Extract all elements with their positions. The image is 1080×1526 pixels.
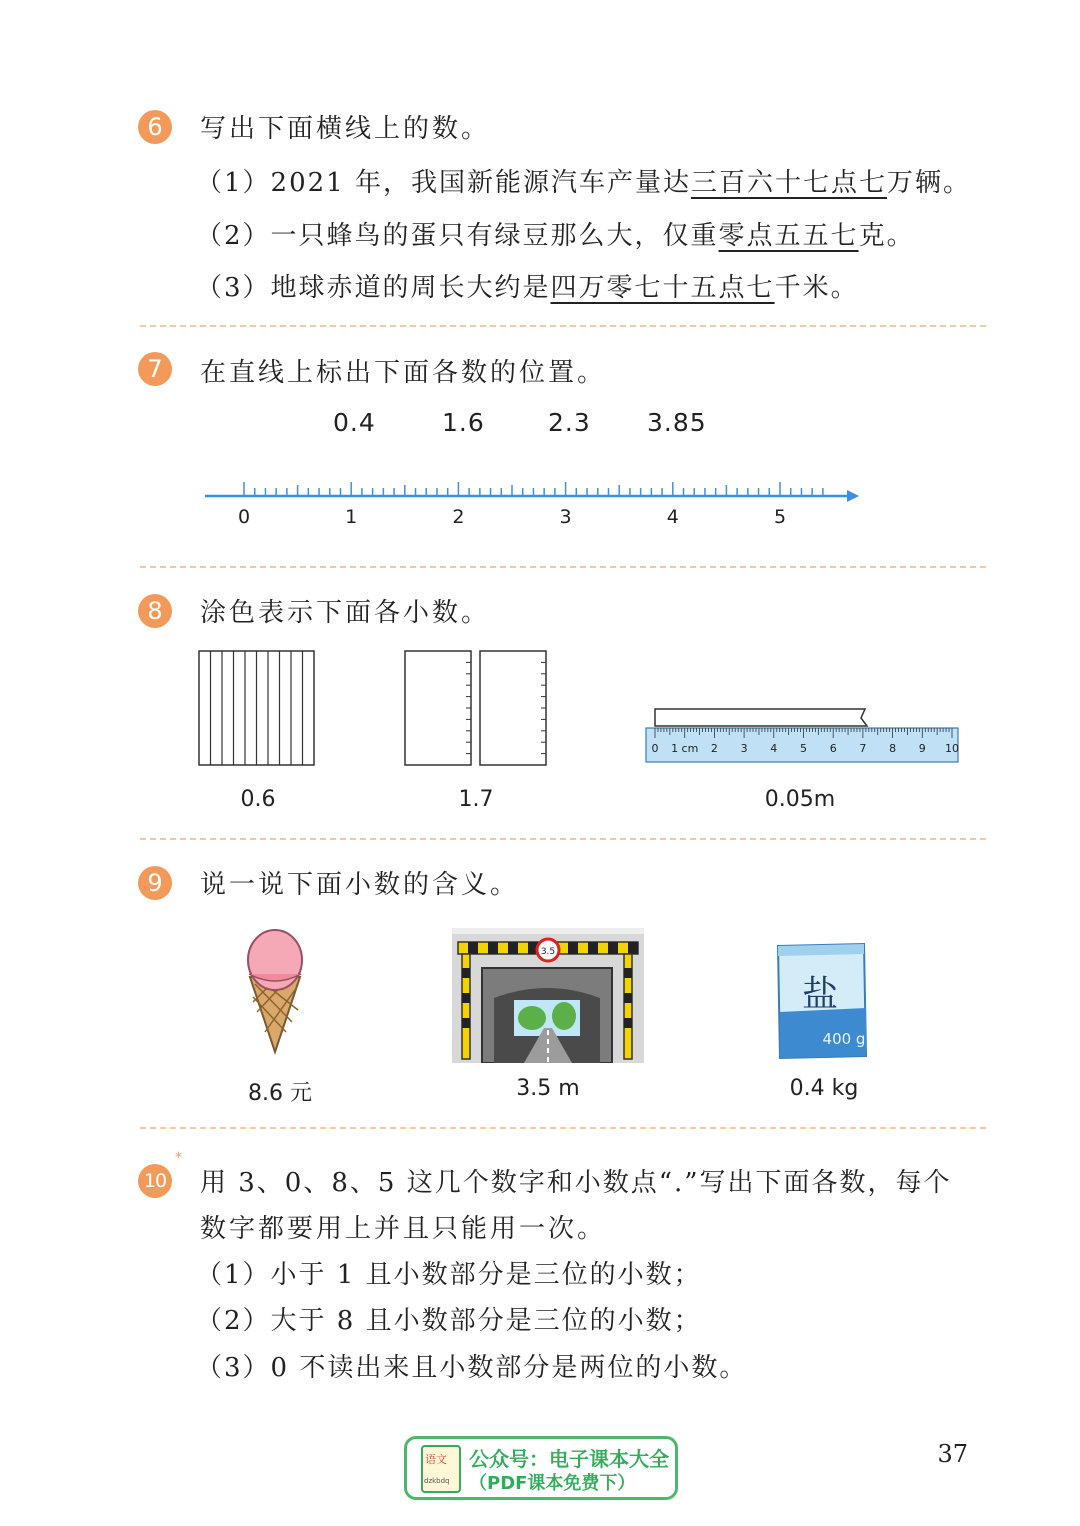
- caption-tunnel: 3.5 m: [516, 1076, 580, 1101]
- separator: [140, 1127, 986, 1129]
- q6-item-2-suffix: 克。: [858, 221, 915, 251]
- q10-item-3: （3）0 不读出来且小数部分是两位的小数。: [196, 1353, 748, 1383]
- ruler-with-strip[interactable]: [645, 706, 960, 766]
- watermark-line-1: 公众号：电子课本大全: [469, 1447, 669, 1471]
- question-10-badge: 10: [138, 1164, 172, 1198]
- ruler-label: 5: [800, 742, 807, 755]
- ruler-label: 7: [859, 742, 867, 755]
- q6-item-2-prefix: （2）一只蜂鸟的蛋只有绿豆那么大，仅重: [196, 221, 719, 251]
- question-9-badge: 9: [138, 866, 172, 900]
- caption-salt: 0.4 kg: [789, 1076, 859, 1101]
- question-6-title: 写出下面横线上的数。: [200, 114, 491, 144]
- question-8-title: 涂色表示下面各小数。: [200, 598, 491, 628]
- axis-label: 0: [237, 506, 251, 528]
- q6-item-3-suffix: 千米。: [774, 273, 859, 303]
- ruler-label: 8: [889, 742, 897, 755]
- caption-ice-cream: 8.6 元: [248, 1081, 312, 1106]
- book-icon-text: 语文: [425, 1453, 447, 1466]
- salt-weight: 400 g: [822, 1030, 866, 1048]
- axis-label: 5: [773, 506, 787, 528]
- separator: [140, 325, 986, 327]
- two-rectangles-grid[interactable]: [404, 650, 550, 767]
- question-9-title: 说一说下面小数的含义。: [200, 870, 520, 900]
- q10-item-2: （2）大于 8 且小数部分是三位的小数；: [196, 1306, 702, 1336]
- book-icon: [421, 1445, 461, 1493]
- number-to-mark: 3.85: [647, 408, 707, 437]
- tenths-strip-grid[interactable]: [198, 650, 316, 767]
- question-10-title-line1: 用 3、0、8、5 这几个数字和小数点“.”写出下面各数，每个: [200, 1168, 952, 1198]
- salt-bag-icon: [774, 940, 869, 1062]
- caption-0-05m: 0.05m: [764, 787, 836, 812]
- axis-label: 2: [452, 506, 465, 528]
- q6-item-1-suffix: 万辆。: [887, 168, 972, 198]
- axis-label: 4: [666, 506, 679, 528]
- q6-item-3-underlined: 四万零七十五点七: [550, 273, 775, 303]
- number-to-mark: 1.6: [442, 408, 485, 437]
- separator: [140, 566, 986, 568]
- caption-1-7: 1.7: [458, 787, 494, 812]
- ice-cream-icon: [240, 922, 310, 1057]
- question-6-badge: 6: [138, 110, 172, 144]
- q10-item-1: （1）小于 1 且小数部分是三位的小数；: [196, 1260, 702, 1290]
- question-8-badge: 8: [138, 594, 172, 628]
- caption-0-6: 0.6: [240, 787, 276, 812]
- tunnel-icon: [452, 928, 644, 1063]
- book-icon-sub: dzkbdq: [424, 1477, 450, 1485]
- unit-rectangle: [405, 651, 471, 765]
- q6-item-2-underlined: 零点五五七: [718, 221, 859, 251]
- q6-item-3-prefix: （3）地球赤道的周长大约是: [196, 273, 551, 303]
- q6-item-1-underlined: 三百六十七点七: [690, 168, 887, 198]
- paper-strip: [655, 709, 867, 726]
- separator: [140, 838, 986, 840]
- q6-item-1-prefix: （1）2021 年，我国新能源汽车产量达: [196, 168, 691, 198]
- question-7-title: 在直线上标出下面各数的位置。: [200, 358, 607, 388]
- arrow-head-icon: [847, 490, 859, 502]
- question-10-title-line2: 数字都要用上并且只能用一次。: [200, 1214, 607, 1244]
- q6-item-3: [196, 267, 859, 304]
- optional-star: *: [175, 1150, 182, 1166]
- number-line[interactable]: [195, 470, 875, 530]
- watermark-badge: [404, 1436, 678, 1500]
- ruler-label: 0: [651, 742, 659, 755]
- axis-label: 3: [559, 506, 572, 528]
- ruler-label: 3: [740, 742, 748, 755]
- ruler-label: 4: [770, 742, 778, 755]
- svg-text:3.5: 3.5: [540, 947, 556, 957]
- question-7-badge: 7: [138, 352, 172, 386]
- q6-item-2: [196, 215, 915, 252]
- ruler-label: 9: [918, 742, 926, 755]
- unit-rectangle: [480, 651, 546, 765]
- number-to-mark: 0.4: [333, 408, 376, 437]
- ruler-label: 10: [945, 742, 959, 755]
- ruler-label: 6: [829, 742, 837, 755]
- salt-label: 盐: [801, 974, 839, 1015]
- watermark-line-2: （PDF课本免费下）: [469, 1473, 636, 1494]
- number-to-mark: 2.3: [548, 408, 591, 437]
- axis-label: 1: [345, 506, 358, 528]
- page-number: 37: [937, 1440, 968, 1468]
- ruler-label: 1 cm: [671, 742, 699, 755]
- q6-item-1: [196, 162, 971, 199]
- ruler-label: 2: [710, 742, 718, 755]
